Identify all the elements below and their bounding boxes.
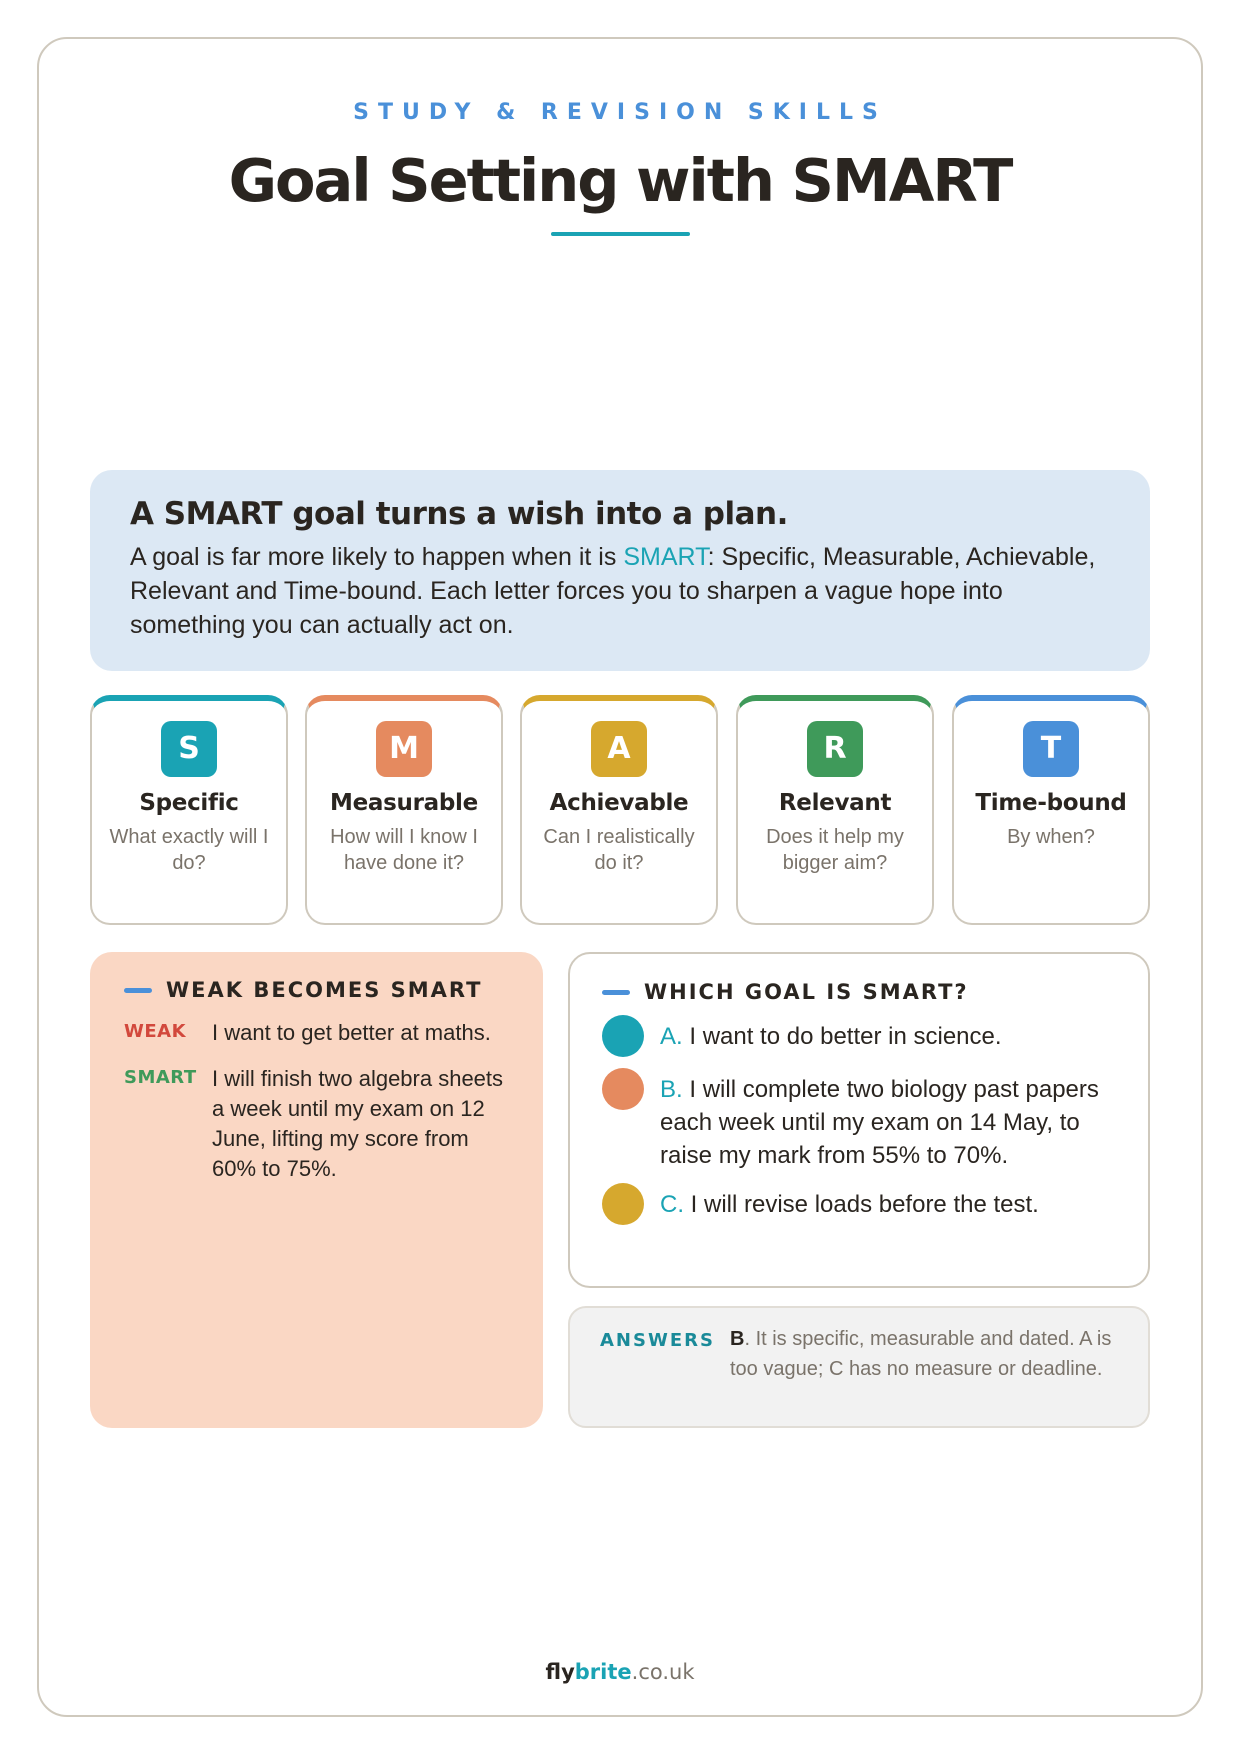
option-key: B. <box>660 1076 683 1103</box>
smart-card-achievable <box>520 695 718 925</box>
answers-box <box>568 1306 1150 1428</box>
answers-label: ANSWERS <box>600 1330 715 1351</box>
letter-badge-r: R <box>807 721 863 777</box>
intro-body <box>130 540 1110 642</box>
quiz-option-a[interactable] <box>602 1020 1116 1057</box>
answers-text <box>730 1324 1118 1410</box>
dash-icon <box>124 988 152 993</box>
brand-domain: .co.uk <box>631 1660 695 1684</box>
option-body: I will revise loads before the test. <box>684 1191 1039 1218</box>
option-text <box>660 1073 1116 1172</box>
option-key: A. <box>660 1023 683 1050</box>
option-dot-icon <box>602 1068 644 1110</box>
section-heading-text: WEAK BECOMES SMART <box>166 978 483 1002</box>
card-title: Relevant <box>778 790 892 816</box>
card-question: Does it help my bigger aim? <box>766 826 904 874</box>
letter-badge-m: M <box>376 721 432 777</box>
smart-card-measurable <box>305 695 503 925</box>
intro-body-accent: SMART <box>623 543 708 571</box>
answers-explanation: . It is specific, measurable and dated. A is too vague; C has no measure or deadline. <box>730 1328 1112 1380</box>
option-text <box>660 1188 1039 1221</box>
card-question: What exactly will I do? <box>109 826 269 874</box>
smart-card-relevant <box>736 695 934 925</box>
quiz-option-c[interactable] <box>602 1188 1116 1225</box>
card-title: Measurable <box>330 790 478 816</box>
card-question: How will I know I have done it? <box>330 826 478 874</box>
brand-brite: brite <box>574 1660 632 1684</box>
letter-badge-s: S <box>161 721 217 777</box>
weak-label: WEAK <box>124 1021 187 1042</box>
option-body: I will complete two biology past papers each week until my exam on 14 May, to raise my mark from 55% to 70%. <box>660 1076 1099 1169</box>
smart-card-time-bound <box>952 695 1150 925</box>
answers-key: B <box>730 1328 745 1350</box>
section-heading <box>602 980 1116 1004</box>
brand-fly: fly <box>545 1660 575 1684</box>
letter-badge-a: A <box>591 721 647 777</box>
intro-heading: A SMART goal turns a wish into a plan. <box>130 496 788 532</box>
option-body: I want to do better in science. <box>682 1023 1002 1050</box>
section-heading <box>124 978 509 1002</box>
letter-badge-t: T <box>1023 721 1079 777</box>
option-text <box>660 1020 1002 1053</box>
card-title: Achievable <box>549 790 689 816</box>
option-dot-icon <box>602 1183 644 1225</box>
weak-example <box>124 1018 509 1048</box>
which-goal-quiz <box>568 952 1150 1288</box>
page-eyebrow: STUDY & REVISION SKILLS <box>353 100 887 125</box>
smart-example <box>124 1064 509 1184</box>
card-question: By when? <box>1007 826 1095 848</box>
card-title: Time-bound <box>975 790 1127 816</box>
dash-icon <box>602 990 630 995</box>
title-underline <box>551 232 690 236</box>
intro-panel <box>90 470 1150 671</box>
intro-body-text: A goal is far more likely to happen when it is <box>130 543 624 571</box>
smart-label: SMART <box>124 1067 197 1088</box>
card-title: Specific <box>139 790 239 816</box>
page-title: Goal Setting with SMART <box>228 146 1012 215</box>
weak-becomes-smart-panel <box>90 952 543 1428</box>
option-dot-icon <box>602 1015 644 1057</box>
option-key: C. <box>660 1191 684 1218</box>
smart-card-specific <box>90 695 288 925</box>
intro-body-text-rest: : Specific, Measurable, Achievable, Relevant and Time-bound. Each letter forces you to sharpen a vague hope into something you can actually act on. <box>130 543 1096 639</box>
weak-text: I want to get better at maths. <box>212 1020 491 1045</box>
smart-text: I will finish two algebra sheets a week until my exam on 12 June, lifting my score from 60% to 75%. <box>212 1066 504 1181</box>
card-question: Can I realistically do it? <box>543 826 695 874</box>
footer-brand[interactable] <box>0 1660 1240 1684</box>
quiz-option-b[interactable] <box>602 1073 1116 1172</box>
section-heading-text: WHICH GOAL IS SMART? <box>644 980 969 1004</box>
